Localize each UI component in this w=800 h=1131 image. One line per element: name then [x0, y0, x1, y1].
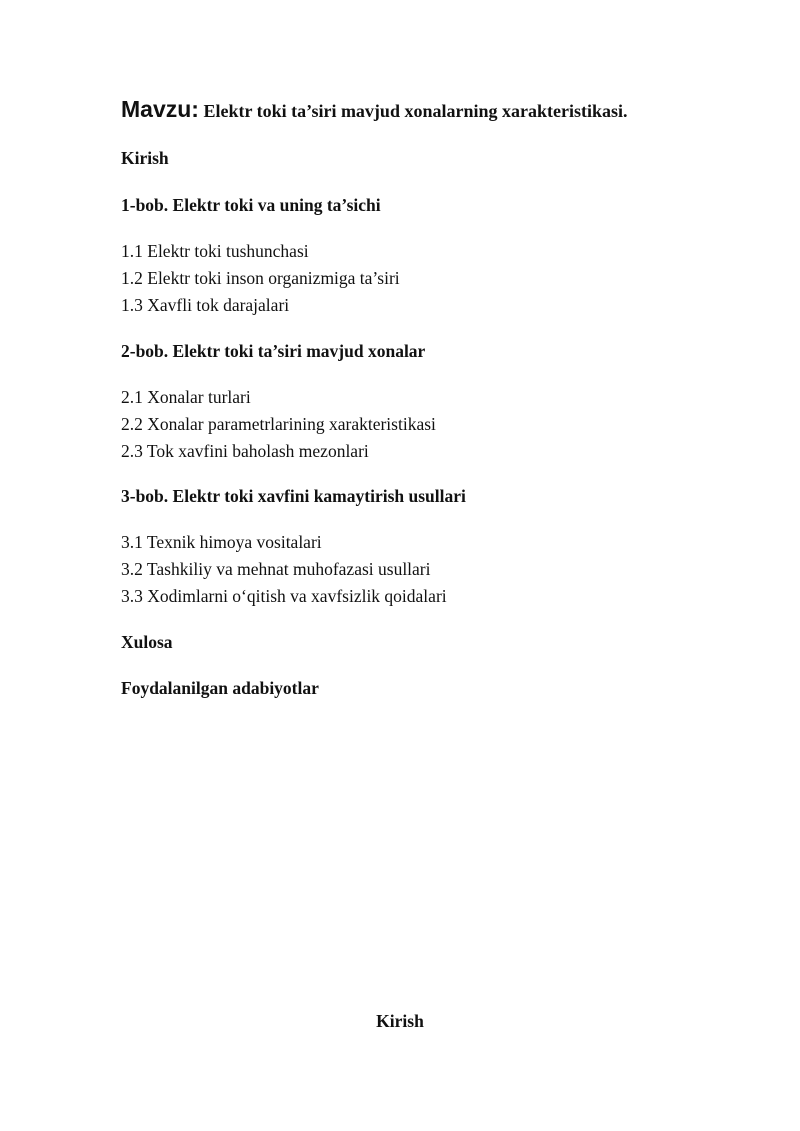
title-lead: Mavzu: — [121, 96, 199, 122]
toc-item: 3.2 Tashkiliy va mehnat muhofazasi usullari — [121, 559, 431, 579]
toc-item: 1.3 Xavfli tok darajalari — [121, 295, 290, 315]
document-title — [121, 96, 627, 123]
toc-item: 2.1 Xonalar turlari — [121, 387, 251, 407]
toc-item: 3.3 Xodimlarni o‘qitish va xavfsizlik qoidalari — [121, 586, 447, 606]
section-heading-intro: Kirish — [376, 1011, 424, 1031]
toc-chapter2-heading: 2-bob. Elektr toki ta’siri mavjud xonalar — [121, 341, 426, 361]
title-text: Elektr toki ta’siri mavjud xonalarning xarakteristikasi. — [198, 101, 628, 121]
toc-item: 2.2 Xonalar parametrlarining xarakteristikasi — [121, 414, 436, 434]
toc-item: 3.1 Texnik himoya vositalari — [121, 532, 322, 552]
toc-item: 1.1 Elektr toki tushunchasi — [121, 241, 309, 261]
toc-conclusion: Xulosa — [121, 632, 173, 652]
toc-chapter1-heading: 1-bob. Elektr toki va uning ta’sichi — [121, 195, 381, 215]
toc-chapter3-heading: 3-bob. Elektr toki xavfini kamaytirish usullari — [121, 486, 466, 506]
toc-item: 2.3 Tok xavfini baholash mezonlari — [121, 441, 369, 461]
toc-references: Foydalanilgan adabiyotlar — [121, 678, 319, 698]
toc-intro: Kirish — [121, 148, 169, 168]
toc-item: 1.2 Elektr toki inson organizmiga ta’siri — [121, 268, 400, 288]
